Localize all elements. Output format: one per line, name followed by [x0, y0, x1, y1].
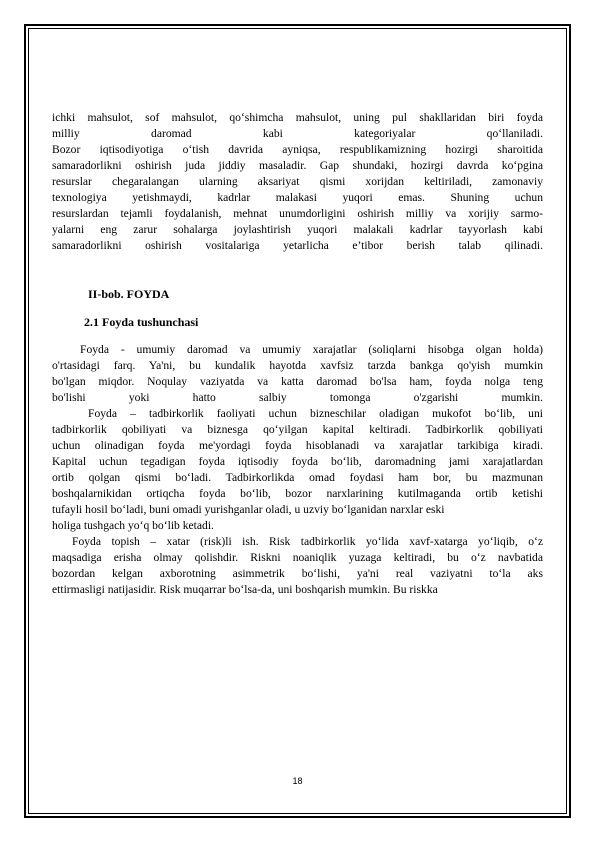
text-line: resurslar chegaralangan ularning aksariyat qismi xorijdan keltiriladi, zamonaviy [52, 175, 543, 188]
text-line: yalarni eng zarur sohalarga joylashtirish yuqori malakali kadrlar tayyorlash kabi [52, 223, 543, 236]
page-content [52, 110, 543, 598]
text-line: milliy daromad kabi kategoriyalar qo‘llaniladi. [52, 127, 543, 140]
text-line: Foyda – tadbirkorlik faoliyati uchun bizneschilar oladigan mukofot bo‘lib, uni [88, 407, 543, 420]
text-line: maqsadiga erisha olmay qolishdir. Riskni noaniqlik yuzaga keltiradi, bu o‘z navbatida [52, 551, 543, 564]
page-number: 18 [292, 776, 303, 786]
chapter-title: II-bob. FOYDA [88, 287, 170, 301]
entrepreneurship-paragraph [52, 406, 543, 534]
text-line: Foyda topish – xatar (risk)li ish. Risk tadbirkorlik yo‘lida xavf-xatarga yo‘liqib, o‘z [72, 535, 543, 548]
risk-paragraph [52, 534, 543, 598]
text-line: ortib qolgan qismi bo‘ladi. Tadbirkorlikda omad foydasi ham bor, bu mazmunan [52, 471, 543, 484]
text-line: samaradorlikni oshirish juda jiddiy masaladir. Gap shundaki, hozirgi davrda ko‘pgina [52, 159, 543, 172]
definition-paragraph [52, 342, 543, 406]
text-line: tufayli hosil bo‘ladi, buni omadi yurishganlar oladi, u uzviy bo‘lganidan narxlar eski [52, 503, 445, 516]
text-line: Kapital uchun tegadigan foyda iqtisodiy foyda bo‘lib, daromadning jami xarajatlardan [52, 455, 543, 468]
section-title: 2.1 Foyda tushunchasi [84, 315, 199, 329]
text-line: samaradorlikni oshirish vositalariga yetarlicha e’tibor berish talab qilinadi. [52, 239, 543, 252]
intro-paragraph [52, 110, 543, 254]
text-line: bo'lgan miqdor. Noqulay vaziyatda va katta daromad bo'lsa ham, foyda nolga teng [52, 375, 543, 388]
text-line: Bozor iqtisodiyotiga o‘tish davrida ayniqsa, respublikamizning hozirgi sharoitida [52, 143, 543, 156]
text-line: texnologiya yetishmaydi, kadrlar malakasi yuqori emas. Shuning uchun [52, 191, 543, 204]
text-line: Foyda - umumiy daromad va umumiy xarajatlar (soliqlarni hisobga olgan holda) [80, 343, 543, 356]
text-line: uchun olinadigan foyda me'yordagi foyda hisoblanadi va xarajatlar tarkibiga kiradi. [52, 439, 543, 452]
text-line: bo'lishi yoki hatto salbiy tomonga o'zgarishi mumkin. [52, 391, 543, 404]
text-line: resurslardan tejamli foydalanish, mehnat unumdorligini oshirish milliy va xorijiy sarmo- [52, 207, 543, 220]
text-line: bozordan kelgan axborotning asimmetrik bo‘lishi, ya'ni real vaziyatni to‘la aks [52, 567, 543, 580]
text-line: o'rtasidagi farq. Ya'ni, bu kundalik hayotda xavfsiz tarzda bankga qo'yish mumkin [52, 359, 543, 372]
text-line: boshqalarnikidan ortiqcha foyda bo‘lib, bozor narxlarining kutilmaganda ortib ketishi [52, 487, 543, 500]
text-line: ichki mahsulot, sof mahsulot, qo‘shimcha mahsulot, uning pul shakllaridan biri foyda [52, 111, 543, 124]
text-line: ettirmasligi natijasidir. Risk muqarrar bo‘lsa-da, uni boshqarish mumkin. Bu riskka [52, 583, 438, 596]
text-line: tadbirkorlik qobiliyati va biznesga qo‘yilgan kapital keltiradi. Tadbirkorlik qobiliyati [52, 423, 543, 436]
text-line: holiga tushgach yo‘q bo‘lib ketadi. [52, 519, 214, 532]
